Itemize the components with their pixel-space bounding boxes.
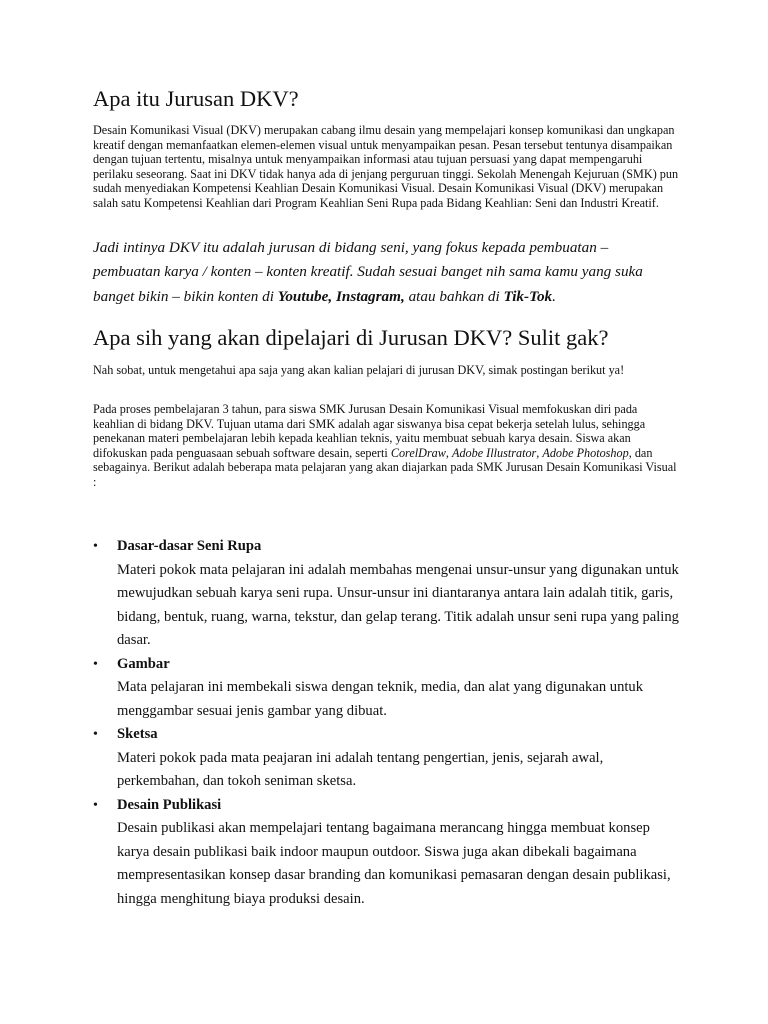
bullet-icon: • xyxy=(93,656,98,672)
separator: , xyxy=(445,445,452,460)
list-item xyxy=(93,723,683,794)
bullet-icon: • xyxy=(93,797,98,813)
section-heading-what-is-dkv: Apa itu Jurusan DKV? xyxy=(93,86,299,111)
software-adobe-photoshop: Adobe Photoshop xyxy=(542,445,629,460)
subject-title: Gambar xyxy=(117,655,170,672)
subject-description: Mata pelajaran ini membekali siswa dengan teknik, media, dan alat yang digunakan untuk menggambar sesuai jenis gambar yang dibuat. xyxy=(117,679,644,719)
bullet-icon: • xyxy=(93,727,98,742)
subjects-list xyxy=(93,535,683,911)
subject-description: Materi pokok mata pelajaran ini adalah membahas mengenai unsur-unsur yang digunakan untuk mewujudkan sebuah karya seni rupa. Unsur-unsur ini diantaranya antara lain adalah titik, garis, bidang, bentuk, ruang, warna, tekstur, dan gelap terang. Titik adalah unsur seni rupa yang paling dasar. xyxy=(117,561,679,648)
quote-tiktok-bold: Tik-Tok xyxy=(503,287,553,305)
section-heading-what-is-studied: Apa sih yang akan dipelajari di Jurusan DKV? Sulit gak? xyxy=(93,325,609,350)
separator: , xyxy=(536,445,543,460)
subject-description: Materi pokok pada mata peajaran ini adalah tentang pengertian, jenis, sejarah awal, perkembahan, dan tokoh seniman sketsa. xyxy=(117,749,604,789)
software-coreldraw: CorelDraw xyxy=(390,445,446,460)
quote-end: . xyxy=(552,287,556,305)
quote-text-2: atau bahkan di xyxy=(404,287,504,305)
software-adobe-illustrator: Adobe Illustrator xyxy=(452,445,537,460)
quote-platforms-bold: Youtube, Instagram, xyxy=(277,287,405,305)
subject-title: Sketsa xyxy=(117,726,158,742)
bullet-icon: • xyxy=(93,539,98,554)
dkv-definition-paragraph: Desain Komunikasi Visual (DKV) merupakan cabang ilmu desain yang mempelajari konsep komunikasi dan ungkapan kreatif dengan memanfaatkan elemen-elemen visual untuk menyampaikan pesan. Pesan tersebut tentunya disampaikan dengan tujuan tertentu, misalnya untuk menyampaikan informasi atau tujuan persuasi yang dapat mempengaruhi perilaku seseorang. Saat ini DKV tidak hanya ada di jenjang perguruan tinggi. Sekolah Menengah Kejuruan (SMK) pun sudah menyediakan Kompetensi Keahlian Desain Komunikasi Visual. Desain Komunikasi Visual (DKV) merupakan salah satu Kompetensi Keahlian dari Program Keahlian Seni Rupa pada Bidang Keahlian: Seni dan Industri Kreatif. xyxy=(93,123,679,210)
learning-process-paragraph xyxy=(93,402,681,489)
subject-title: Desain Publikasi xyxy=(117,796,222,813)
list-item xyxy=(93,535,683,653)
subject-title: Dasar-dasar Seni Rupa xyxy=(117,538,262,554)
subject-description: Desain publikasi akan mempelajari tentang bagaimana merancang hingga membuat konsep karya desain publikasi baik indoor maupun outdoor. Siswa juga akan dibekali bagaimana mempresentasikan konsep dasar branding dan komunikasi pemasaran dengan desain publikasi, hingga menghitung biaya produksi desain. xyxy=(117,820,671,907)
learning-text-2: , dan sebagainya. Berikut adalah beberapa mata pelajaran yang akan diajarkan pada SMK Jurusan Desain Komunikasi Visual : xyxy=(93,445,677,489)
list-item xyxy=(93,653,683,724)
list-item xyxy=(93,794,683,912)
intro-paragraph: Nah sobat, untuk mengetahui apa saja yang akan kalian pelajari di jurusan DKV, simak postingan berikut ya! xyxy=(93,363,625,377)
learning-text-1: Pada proses pembelajaran 3 tahun, para siswa SMK Jurusan Desain Komunikasi Visual memfokuskan diri pada keahlian di bidang DKV. Tujuan utama dari SMK adalah agar siswanya bisa cepat bekerja setelah lulus, sehingga penekanan materi pembelajaran lebih kepada keahlian teknis, yaitu membuat sebuah karya desain. Siswa akan difokuskan pada penguasaan sebuah software desain, seperti xyxy=(93,402,646,460)
quote-text-1: Jadi intinya DKV itu adalah jurusan di bidang seni, yang fokus kepada pembuatan – pembuatan karya / konten – konten kreatif. Sudah sesuai banget nih sama kamu yang suka banget bikin – bikin konten di xyxy=(93,239,643,305)
dkv-summary-quote xyxy=(93,236,678,309)
